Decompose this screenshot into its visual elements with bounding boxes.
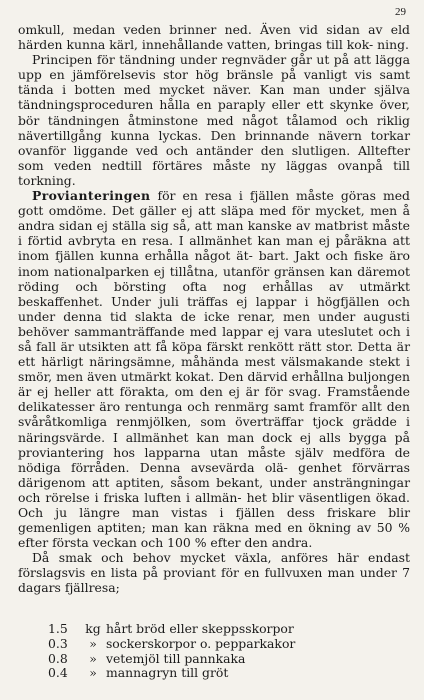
quantity: 0.4 [48, 665, 68, 681]
paragraph-text: Då smak och behov mycket växla, anföres här endast förslagsvis en lista på proviant för en fullvuxen man under 7 dagars fjällresa; [18, 550, 410, 596]
unit: » [89, 635, 97, 651]
section-lead-word: Provianteringen [32, 188, 151, 204]
unit: kg [85, 621, 101, 636]
list-item [48, 652, 408, 667]
quantity: 1.5 [48, 621, 68, 636]
paragraph-text: omkull, medan veden brinner ned. Även vid sidan av eld härden kunna kärl, innehållande vatten, bringas till kok- ning. [18, 22, 410, 53]
paragraph [18, 188, 410, 550]
item-name: mannagryn till gröt [105, 665, 229, 681]
paragraph [18, 550, 410, 595]
paragraph [18, 52, 410, 188]
list-item [48, 637, 408, 652]
unit: » [89, 665, 97, 681]
item-name: vetemjöl till pannkaka [105, 650, 246, 666]
item-name: sockerskorpor o. pepparkakor [105, 635, 296, 651]
paragraph [18, 22, 410, 52]
unit: » [89, 650, 97, 666]
quantity: 0.3 [48, 635, 68, 651]
provision-list [48, 622, 408, 681]
list-item [48, 666, 408, 681]
paragraph-text: Principen för tändning under regnväder går ut på att lägga upp en jämförelsevis stor hög bränsle på vanligt vis samt tända i botten med mycket näver. Kan man under själva tändningsproceduren hålla en paraply eller ett skynke över, bör tändningen åtminstone med något tålamod och riklig nävertillgång kunna lyckas. Den brinnande nävern torkar ovanför liggande ved och antänder den slutligen. Alltefter som veden nedtill förtäres måste ny läggas ovanpå till torkning. [18, 52, 410, 188]
quantity: 0.8 [48, 650, 68, 666]
item-name: hårt bröd eller skeppsskorpor [105, 621, 294, 636]
body-text [18, 22, 410, 596]
list-item [48, 622, 408, 637]
paragraph-text: för en resa i fjällen måste göras med gott omdöme. Det gäller ej att släpa med för mycket, men å andra sidan ej ställa sig så, att man kanske av matbrist måste i förtid avbryta en resa. I allmänhet kan man ej påräkna att inom fjällen kunna erhålla något ät- bart. Jakt och fiske äro inom nationalparken ej tillåtna, utanför gränsen kan däremot röding och börsting ofta nog erhållas av utmärkt beskaffenhet. Under juli träffas ej lappar i högfjällen och under denna tid slakta de icke renar, men under augusti behöver sammanträffande med lappar ej vara uteslutet och i så fall är utsikten att få köpa färskt renkött rätt stor. Detta är ett härligt näringsämne, måhända mest välsmakande stekt i smör, men även utmärkt kokat. Den därvid erhållna buljongen är ej heller att förakta, om den ej är för svag. Framstående delikatesser äro rentunga och renmärg samt framför allt den svåråtkomliga renmjölken, som överträffar tjock grädde i näringsvärde. I allmänhet kan man dock ej alls bygga på proviantering hos lapparna utan måste själv medföra de nödiga förråden. Denna avsevärda olä- genhet förvärras därigenom att aptiten, såsom bekant, under ansträngningar och rörelse i friska luften i allmän- het blir väsentligen ökad. Och ju längre man vistas i fjällen dess friskare blir gemenligen aptiten; man kan räkna med en ökning av 50 % efter första veckan och 100 % efter den andra. [18, 188, 410, 551]
page-number: 29 [395, 6, 406, 18]
